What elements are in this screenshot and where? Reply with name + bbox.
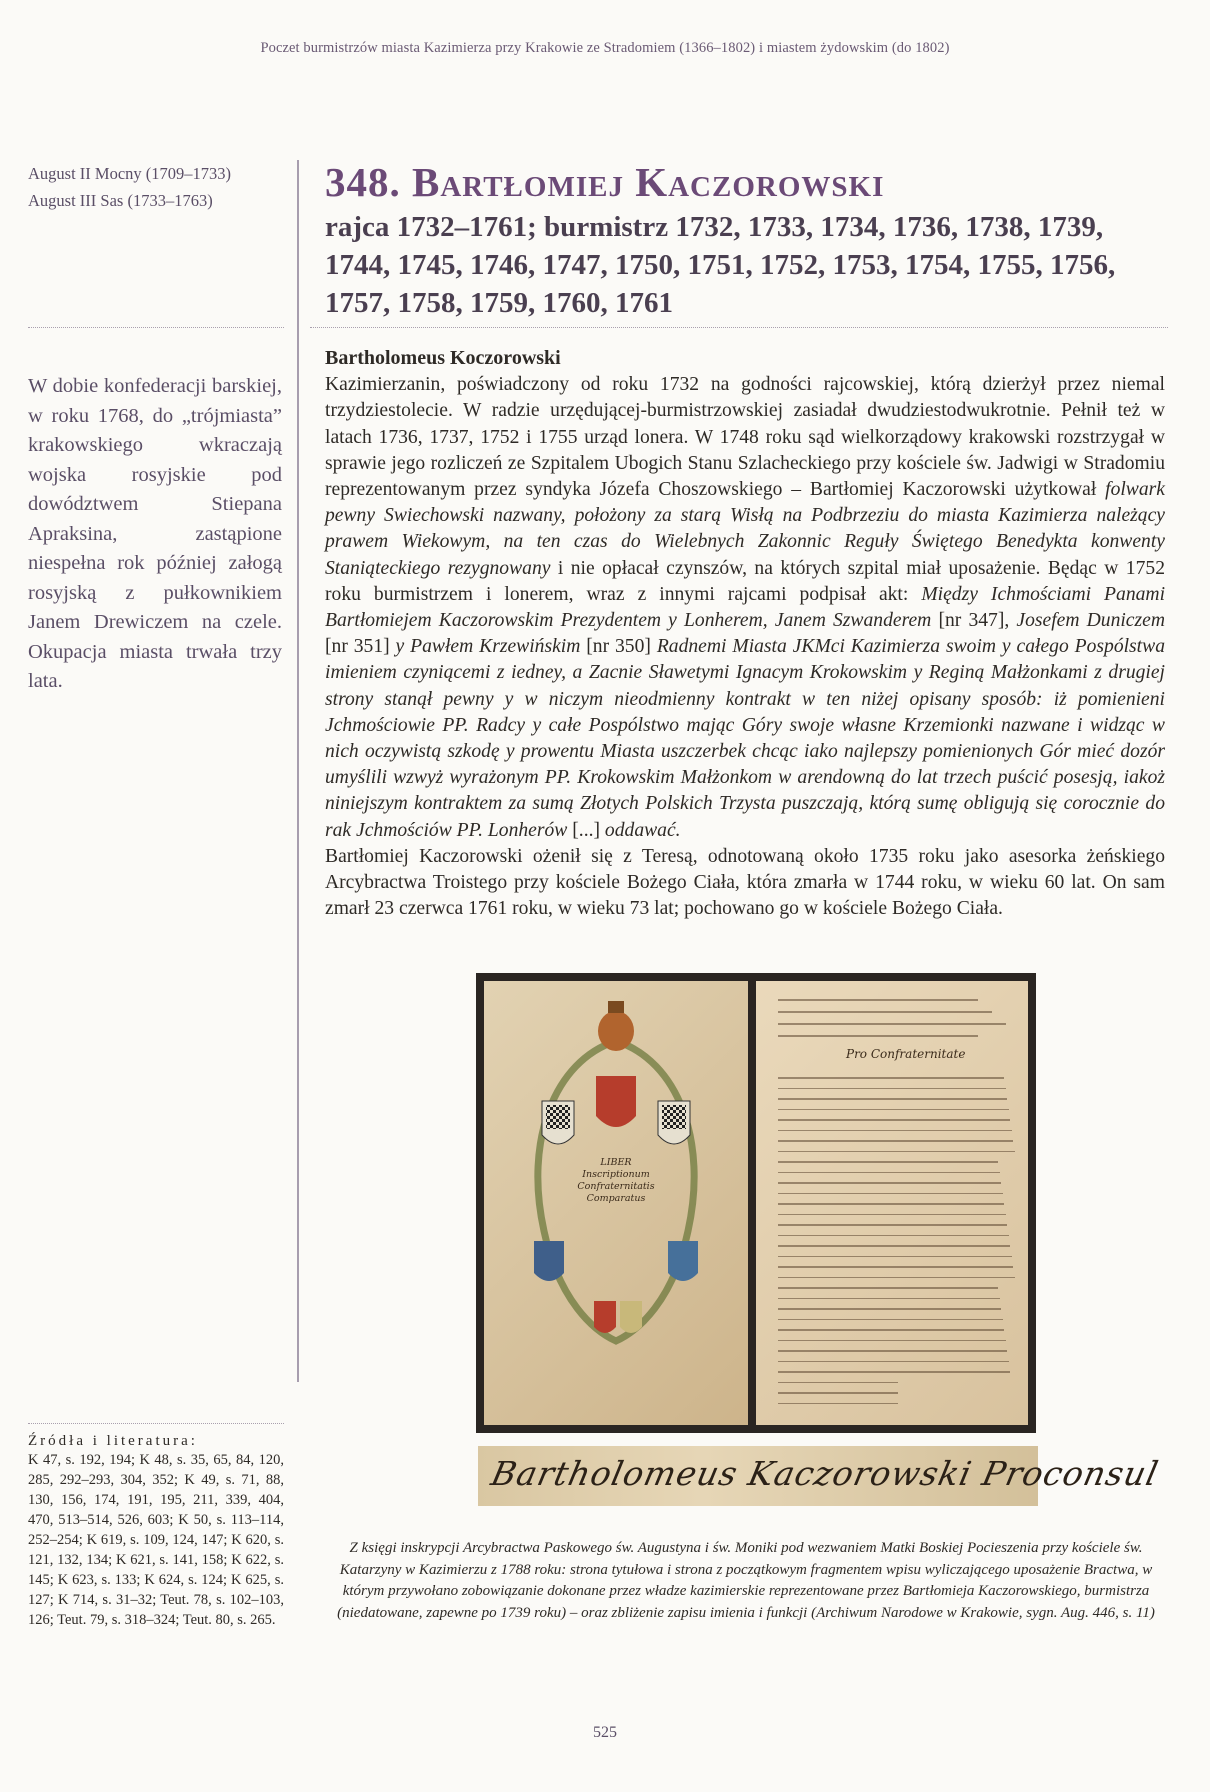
- reign-item: August III Sas (1733–1763): [28, 191, 213, 210]
- entry-body: [325, 345, 1165, 922]
- quoted-text: y Pawłem Krzewińskim: [395, 636, 581, 658]
- manuscript-line: [778, 1224, 1007, 1226]
- manuscript-line: [778, 1371, 1010, 1373]
- manuscript-heading: Pro Confraternitate: [846, 1047, 966, 1061]
- quoted-text: Josefem Duniczem: [1016, 610, 1165, 632]
- manuscript-line: [778, 1287, 998, 1289]
- manuscript-line: [778, 1214, 1006, 1216]
- manuscript-title-page: [484, 981, 748, 1425]
- manuscript-line: [778, 1130, 1012, 1132]
- title-page-line: LIBER: [600, 1157, 632, 1168]
- quoted-text: Radnemi Miasta JKMci Kazimierza swoim y całego Pospólstwa imieniem czyniącemi z iedney, a Zacnie Sławetymi Ignacym Krokowskim y Reginą Małżonkami z drugiej strony stanął pewny y w niczym nieodmienny kontrakt w ten niżej opisany sposób: iż pomienieni Jchmościowie PP. Radcy y całe Pospólstwo mając Góry swoje własne Krzemionki nazwane i widząc w nich oczywistą szkodę y prowentu Miasta uszczerbek chcąc iako najlepszy pomienionych Gór mieć dozór umyślili wzwyż wyrażonym PP. Krokowskim Małżonkom w arendowną do lat trzech puścić posesją, iakoż niniejszym kontraktem za sumą Złotych Polskich Trzysta puszczają, którą sumę obligują się corocznie do rak Jchmościów PP. Lonherów: [325, 636, 1165, 841]
- sources-block: [28, 1433, 284, 1630]
- sources-list: K 47, s. 192, 194; K 48, s. 35, 65, 84, 120, 285, 292–293, 304, 352; K 49, s. 71, 88, 130, 156, 174, 191, 195, 211, 339, 404, 470, 513–514, 526, 603; K 50, s. 113–114, 252–254; K 619, s. 109, 124, 147; K 620, s. 121, 132, 134; K 621, s. 141, 158; K 622, s. 145; K 623, s. 133; K 624, s. 124; K 625, s. 127; K 714, s. 31–32; Teut. 78, s. 102–103, 126; Teut. 79, s. 318–324; Teut. 80, s. 265.: [28, 1452, 284, 1628]
- entry-title: 348. Bartłomiej Kaczorowski: [325, 159, 885, 205]
- signature-script: Bartholomeus Kaczorowski Proconsul: [487, 1454, 1163, 1493]
- column-rule: [297, 160, 299, 1382]
- manuscript-line: [778, 1308, 1001, 1310]
- cross-reference: [nr 347],: [931, 610, 1017, 632]
- cross-reference: [nr 351]: [325, 636, 396, 658]
- entry-subtitle: rajca 1732–1761; burmistrz 1732, 1733, 1734, 1736, 1738, 1739, 1744, 1745, 1746, 1747, 1750, 1751, 1752, 1753, 1754, 1755, 1756, 1757, 1758, 1759, 1760, 1761: [325, 211, 1116, 319]
- manuscript-line: [778, 1329, 1004, 1331]
- manuscript-line: [778, 1203, 1004, 1205]
- manuscript-line: [778, 1266, 1013, 1268]
- reign-item: August II Mocny (1709–1733): [28, 164, 232, 183]
- manuscript-line: [778, 1350, 1007, 1352]
- body-text-run: i nie opłacał czynszów, na których szpital miał uposażenie. Będąc w 1752 roku burmistrzem i lonerem, wraz z innymi rajcami podpisał akt:: [325, 557, 1165, 605]
- manuscript-line: [778, 1172, 1000, 1174]
- manuscript-line: [778, 999, 978, 1001]
- manuscript-line: [778, 1245, 1010, 1247]
- title-page-line: Confraternitatis: [577, 1181, 655, 1192]
- manuscript-line: [778, 1035, 978, 1037]
- manuscript-line: [778, 1403, 898, 1405]
- manuscript-line: [778, 1277, 1015, 1279]
- signature-closeup: [478, 1446, 1163, 1506]
- manuscript-line: [778, 1193, 1003, 1195]
- body-paragraph-2: Bartłomiej Kaczorowski ożenił się z Teresą, odnotowaną około 1735 roku jako asesorka żeńskiego Arcybractwa Troistego przy kościele Bożego Ciała, która zmarła w 1744 roku, w wieku 60 lat. On sam zmarł 23 czerwca 1761 roku, w wieku 73 lat; pochowano go w kościele Bożego Ciała.: [325, 845, 1165, 920]
- manuscript-line: [778, 1256, 1012, 1258]
- reign-list: [28, 160, 284, 214]
- body-paragraph-1: [325, 372, 1165, 844]
- quoted-text: folwark pewny Swiechowski nazwany, położony za starą Wisłą na Podbrzeziu do miasta Kazimierza należący prawem Wiekowym, na ten czas do Wielebnych Zakonnic Reguły Świętego Benedykta konwenty Staniąteckiego rezygnowany: [325, 479, 1165, 579]
- ellipsis: [...]: [567, 819, 605, 841]
- manuscript-line: [778, 1151, 1015, 1153]
- manuscript-line: [778, 1298, 1000, 1300]
- manuscript-line: [778, 1161, 998, 1163]
- sources-divider: [28, 1423, 284, 1424]
- manuscript-line: [778, 1392, 898, 1394]
- manuscript-line: [778, 1011, 992, 1013]
- manuscript-line: [778, 1182, 1001, 1184]
- manuscript-line: [778, 1235, 1009, 1237]
- manuscript-photo: [476, 973, 1036, 1433]
- manuscript-line: [778, 1088, 1006, 1090]
- manuscript-line: [778, 1098, 1007, 1100]
- entry-header: [325, 158, 1170, 322]
- latin-name: Bartholomeus Koczorowski: [325, 347, 561, 369]
- sources-heading: Źródła i literatura:: [28, 1433, 198, 1449]
- page-number: 525: [593, 1724, 617, 1741]
- manuscript-line: [778, 1023, 1006, 1025]
- manuscript-line: [778, 1109, 1009, 1111]
- manuscript-line: [778, 1077, 1004, 1079]
- quoted-text: oddawać.: [604, 819, 681, 841]
- manuscript-line: [778, 1140, 1013, 1142]
- manuscript-text-page: [756, 981, 1028, 1425]
- title-page-line: Inscriptionum: [582, 1169, 650, 1180]
- manuscript-line: [778, 1319, 1003, 1321]
- cross-reference: [nr 350]: [580, 636, 657, 658]
- body-text-run: Kazimierzanin, poświadczony od roku 1732 na godności rajcowskiej, którą dzierżył przez niemal trzydziestolecie. W radzie urzędującej-burmistrzowskiej zasiadał dwudziestodwukrotnie. Pełnił też w latach 1736, 1737, 1752 i 1755 urząd lonera. W 1748 roku sąd wielkorządowy krakowski rozstrzygał w sprawie jego rozliczeń ze Szpitalem Ubogich Stanu Szlacheckiego przy kościele św. Jadwigi w Stradomiu reprezentowanym przez syndyka Józefa Choszowskiego – Bartłomiej Kaczorowski użytkował: [325, 374, 1165, 501]
- manuscript-line: [778, 1361, 1009, 1363]
- quoted-text: Między Ichmościami Panami Bartłomiejem Kaczorowskim Prezydentem y Lonherem, Janem Szwanderem: [325, 583, 1166, 632]
- title-page-line: Comparatus: [586, 1193, 646, 1204]
- title-page-text: [570, 1157, 662, 1205]
- figure-caption: Z księgi inskrypcji Arcybractwa Paskowego św. Augustyna i św. Moniki pod wezwaniem Matki Boskiej Pocieszenia przy kościele św. Katarzyny w Kazimierzu z 1788 roku: strona tytułowa i strona z początkowym fragmentem wpisu wyliczającego uposażenie Bractwa, w którym przywołano zobowiązanie dokonane przez władze kazimierskie reprezentowane przez Bartłomieja Kaczorowskiego, burmistrza (niedatowane, zapewne po 1739 roku) – oraz zbliżenie zapisu imienia i funkcji (Archiwum Narodowe w Krakowie, sygn. Aug. 446, s. 11): [337, 1540, 1155, 1621]
- manuscript-line: [778, 1119, 1010, 1121]
- manuscript-line: [778, 1340, 1006, 1342]
- manuscript-line: [778, 1382, 898, 1384]
- running-header: Poczet burmistrzów miasta Kazimierza przy Krakowie ze Stradomiem (1366–1802) i miastem żydowskim (do 1802): [260, 40, 950, 56]
- historical-note: W dobie konfederacji barskiej, w roku 1768, do „trójmiasta” krakowskiego wkraczają wojska rosyjskie pod dowództwem Stiepana Apraksina, zastąpione niespełna rok później załogą rosyjską z pułkownikiem Janem Drewiczem na czele. Okupacja miasta trwała trzy lata.: [28, 375, 282, 692]
- header-divider: [310, 327, 1168, 328]
- left-divider: [28, 327, 284, 328]
